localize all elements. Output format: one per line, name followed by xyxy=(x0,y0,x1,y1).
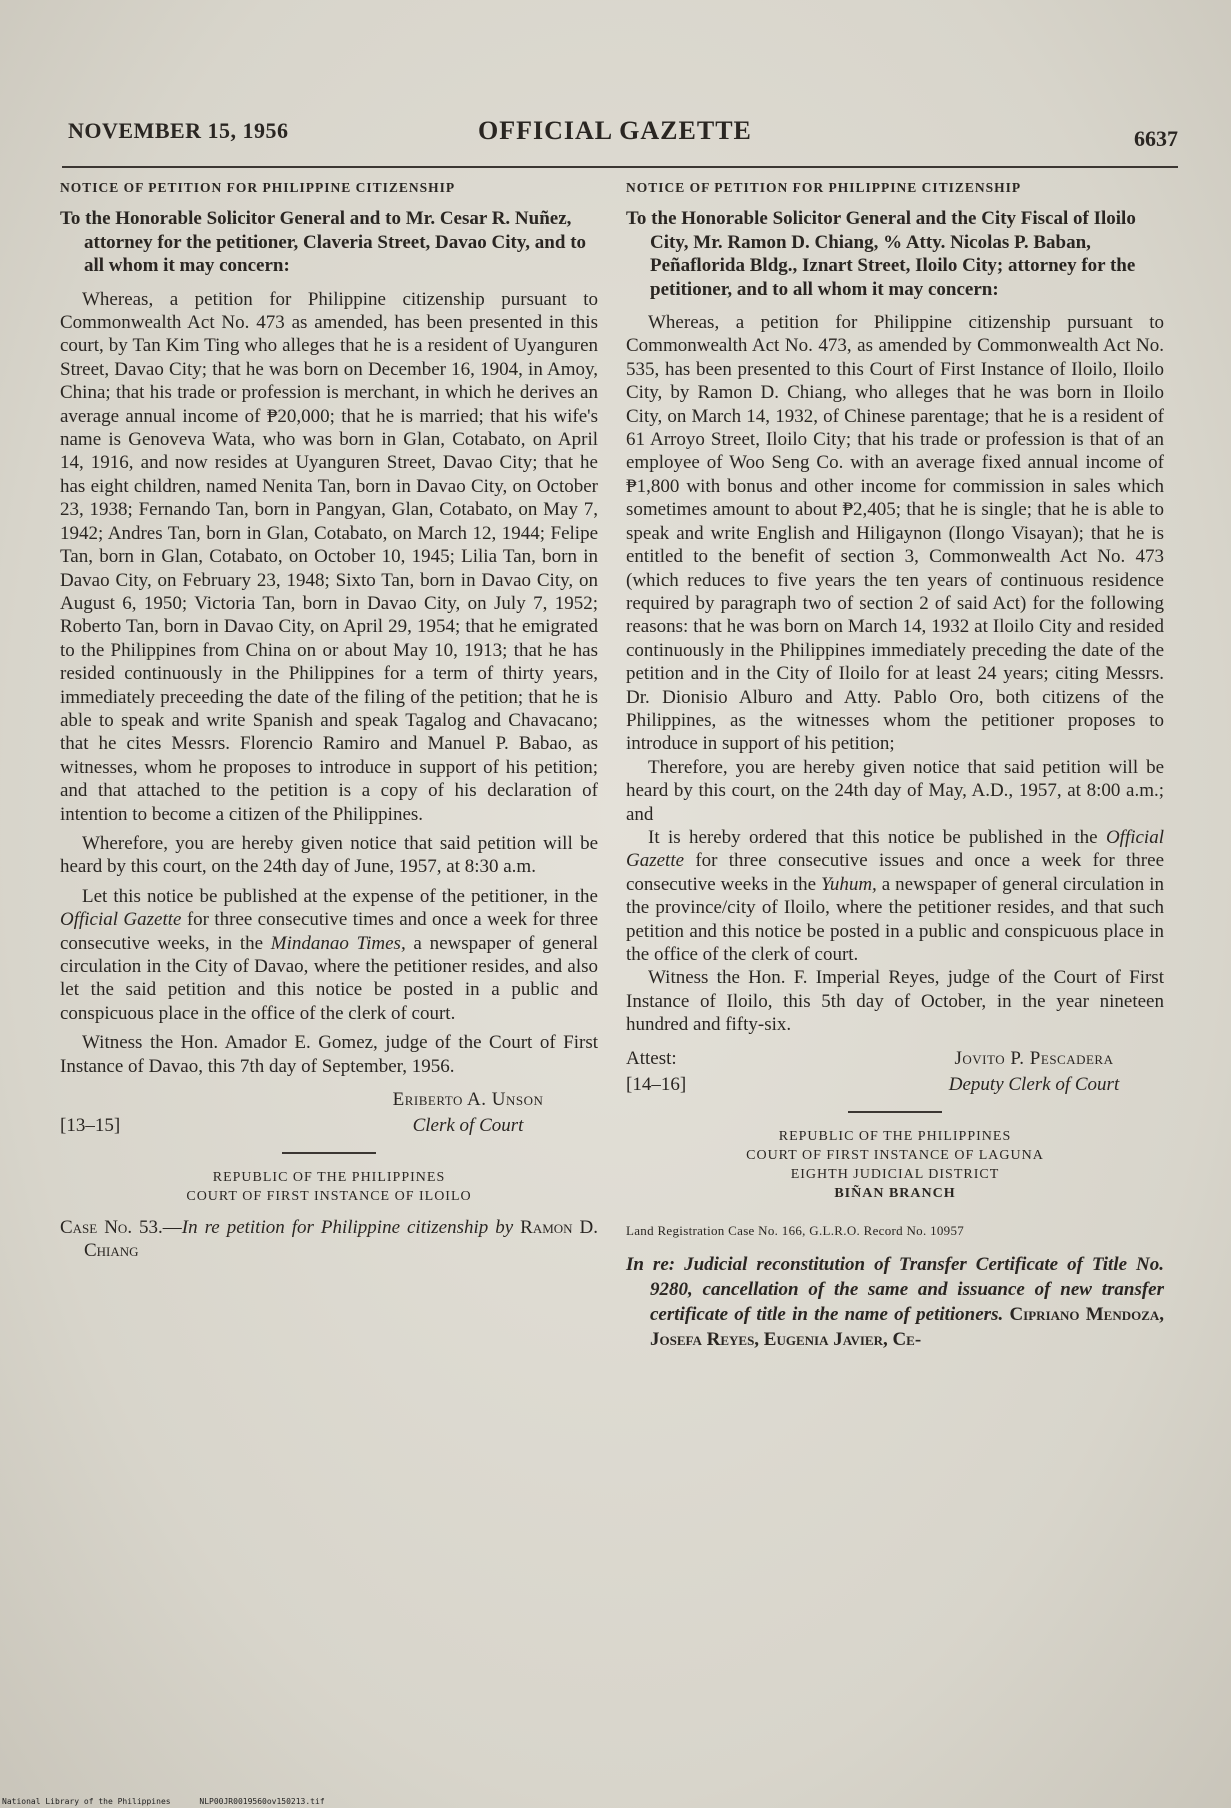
notice-paragraph: It is hereby ordered that this notice be published in the Official Gazette for three consecutive issues and once a week for three consecutive weeks in the Yuhum, a newspaper of general circulation in the province/city of Iloilo, where the petitioner resides, and that such petition and this notice be posted in a public and conspicuous place in the office of the clerk of court. xyxy=(626,826,1165,965)
court-line: BIÑAN BRANCH xyxy=(834,1185,956,1201)
header-page-number: 6637 xyxy=(1134,126,1178,151)
notice-heading: NOTICE OF PETITION FOR PHILIPPINE CITIZENSHIP xyxy=(60,180,456,195)
footer-file: NLP00JR0019560ov150213.tif xyxy=(199,1797,325,1806)
notice-paragraph: Witness the Hon. Amador E. Gomez, judge of the Court of First Instance of Davao, this 7th day of September, 1956. xyxy=(60,1032,598,1077)
section-divider xyxy=(282,1152,376,1154)
notice-paragraph: Wherefore, you are hereby given notice that said petition will be heard by this court, on the 24th day of June, 1957, at 8:30 a.m. xyxy=(60,832,598,878)
case-record-line: Land Registration Case No. 166, G.L.R.O. Record No. 10957 xyxy=(626,1222,965,1238)
signer-title: Clerk of Court xyxy=(412,1115,524,1137)
court-line: EIGHTH JUDICIAL DISTRICT xyxy=(790,1166,1000,1182)
notice-paragraph: Whereas, a petition for Philippine citizenship pursuant to Commonwealth Act No. 473, as amended by Commonwealth Act No. 535, has been presented to this Court of First Instance of Iloilo, Iloilo City, by Ramon D. Chiang, who alleges that he was born in Iloilo City, on March 14, 1932, of Chinese parentage; that he is a resident of 61 Arroyo Street, Iloilo City; that his trade or profession is that of an employee of Woo Seng Co. with an average fixed annual income of ₱1,800 with bonus and other income for commission in sales which sometimes amount to about ₱2,405; that he is single; that he is able to speak and write English and Hiligaynon (Ilongo Visayan); that he is entitled to the benefit of section 3, Commonwealth Act No. 473 (which reduces to five years the ten years of continuous residence required by paragraph two of section 2 of said Act) for the following reasons: that he was born on March 14, 1932 at Iloilo City and resided continuously in the Philippines immediately preceding the date of the petition and in the City of Iloilo for at least 24 years; citing Messrs. Dr. Dionisio Alburo and Atty. Pablo Oro, both citizens of the Philippines, as the witnesses whom the petitioner proposes to introduce in support of his petition; xyxy=(626,312,1164,755)
issue-reference: [14–16] xyxy=(626,1073,687,1095)
court-line: COURT OF FIRST INSTANCE OF LAGUNA xyxy=(746,1147,1044,1163)
notice-address: To the Honorable Solicitor General and to Mr. Cesar R. Nuñez, attorney for the petitioner, Claveria Street, Davao City, and to all whom it may concern: xyxy=(60,208,587,277)
header-rule xyxy=(62,166,1178,168)
right-column xyxy=(626,176,1164,1352)
notice-paragraph: Witness the Hon. F. Imperial Reyes, judge of the Court of First Instance of Iloilo, this 5th day of October, in the year nineteen hundred and fifty-six. xyxy=(626,967,1164,1036)
header-date: NOVEMBER 15, 1956 xyxy=(68,118,289,143)
notice-paragraph: Whereas, a petition for Philippine citizenship pursuant to Commonwealth Act No. 473 as amended, has been presented in this court, by Tan Kim Ting who alleges that he is a resident of Uyanguren Street, Davao City; that he was born on December 16, 1904, in Amoy, China; that his trade or profession is merchant, in which he derives an average annual income of ₱20,000; that he is married; that his wife's name is Genoveva Wata, who was born in Glan, Cotabato, on April 14, 1916, and now resides at Uyanguren Street, Davao City; that he has eight children, named Nenita Tan, born in Davao City, on October 23, 1938; Fernando Tan, born in Pangyan, Glan, Cotabato, on May 7, 1942; Andres Tan, born in Glan, Cotabato, on March 12, 1944; Felipe Tan, born in Glan, Cotabato, on October 10, 1945; Lilia Tan, born in Davao City, on February 23, 1948; Sixto Tan, born in Davao City, on August 6, 1950; Victoria Tan, born in Davao City, on July 7, 1952; Roberto Tan, born in Davao City, on April 29, 1954; that he emigrated to the Philippines from China on or about May 10, 1913; that he has resided continuously in the Philippines for a term of thirty years, immediately preceeding the date of the filing of the petition; that he is able to speak and write Spanish and speak Tagalog and Chavacano; that he cites Messrs. Florencio Ramiro and Manuel P. Babao, as witnesses, whom he proposes to introduce in support of his petition; and that attached to the petition is a copy of his declaration of intention to become a citizen of the Philippines. xyxy=(60,288,598,825)
signature-block xyxy=(626,1047,1164,1097)
issue-reference: [13–15] xyxy=(60,1115,121,1137)
notice-heading: NOTICE OF PETITION FOR PHILIPPINE CITIZENSHIP xyxy=(626,180,1022,195)
signer-title: Deputy Clerk of Court xyxy=(948,1073,1120,1095)
signature-block xyxy=(60,1088,598,1138)
header-title: OFFICIAL GAZETTE xyxy=(478,116,752,145)
section-divider xyxy=(848,1111,942,1113)
footer-library: National Library of the Philippines xyxy=(2,1797,171,1806)
scan-footer xyxy=(2,1797,349,1806)
notice-address: To the Honorable Solicitor General and the City Fiscal of Iloilo City, Mr. Ramon D. Chiang, % Atty. Nicolas P. Baban, Peñaflorida Bldg., Iznart Street, Iloilo City; attorney for the petitioner, and to all whom it may concern: xyxy=(626,208,1136,300)
signer-name: Eriberto A. Unson xyxy=(392,1089,544,1111)
page-header xyxy=(68,112,1178,162)
case-title: In re: Judicial reconstitution of Transfer Certificate of Title No. 9280, cancellation of the same and issuance of new transfer certificate of title in the name of petitioners. Cipriano Mendoza, Josefa Reyes, Eugenia Javier, Ce- xyxy=(626,1254,1165,1351)
notice-paragraph: Let this notice be published at the expense of the petitioner, in the Official Gazette for three consecutive times and once a week for three consecutive weeks, in the Mindanao Times, a newspaper of general circulation in the City of Davao, where the petitioner resides, and also let the said petition and this notice be posted in a public and conspicuous place in the office of the clerk of court. xyxy=(60,885,599,1024)
signer-name: Jovito P. Pescadera xyxy=(954,1047,1114,1069)
left-column xyxy=(60,176,598,1263)
attest-label: Attest: xyxy=(626,1047,677,1069)
court-line: COURT OF FIRST INSTANCE OF ILOILO xyxy=(186,1189,472,1205)
court-line: REPUBLIC OF THE PHILIPPINES xyxy=(778,1128,1012,1144)
case-title: Case No. 53.—In re petition for Philippine citizenship by Ramon D. Chiang xyxy=(60,1217,599,1262)
court-line: REPUBLIC OF THE PHILIPPINES xyxy=(212,1170,446,1186)
notice-paragraph: Therefore, you are hereby given notice that said petition will be heard by this court, on the 24th day of May, A.D., 1957, at 8:00 a.m.; and xyxy=(626,756,1164,825)
